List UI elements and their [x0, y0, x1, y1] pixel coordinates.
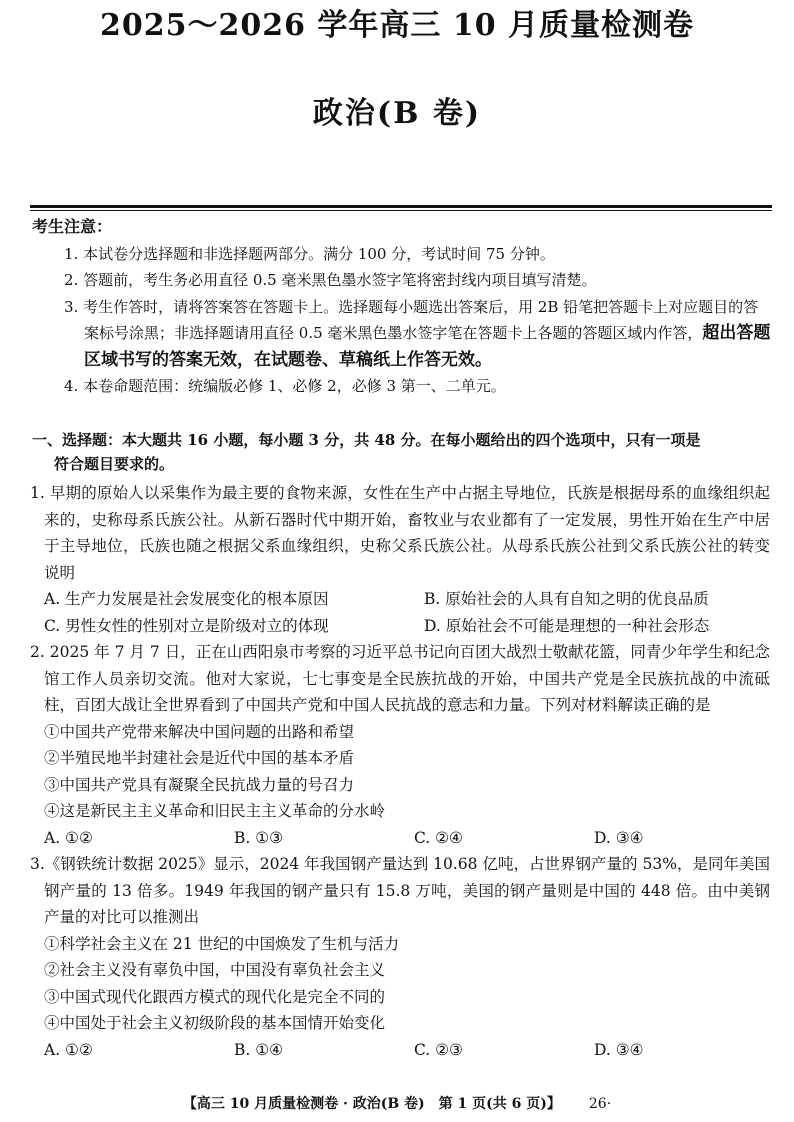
- question-2-option-d: D. ③④: [594, 828, 644, 847]
- question-3: [30, 851, 770, 1063]
- question-2-statement-2: ②半殖民地半封建社会是近代中国的基本矛盾: [44, 749, 355, 767]
- page-footer: [0, 1094, 794, 1114]
- notice-item-3-emphasis: 超出答题区域书写的答案无效，在试题卷、草稿纸上作答无效。: [84, 323, 771, 370]
- question-3-statement-2: ②社会主义没有辜负中国，中国没有辜负社会主义: [44, 961, 386, 979]
- question-1-options: [30, 586, 770, 639]
- section-heading-line1: 一、选择题：本大题共 16 小题，每小题 3 分，共 48 分。在每小题给出的四个选项中，只有一项是: [32, 431, 701, 449]
- question-3-stem: 3.《钢铁统计数据 2025》显示，2024 年我国钢产量达到 10.68 亿吨，占世界钢产量的 53%，是同年美国钢产量的 13 倍多。1949 年我国的钢产量只有 15.8 万吨，美国的钢产量则是中国的 448 倍。由中美钢产量的对比可以推测出: [30, 855, 770, 926]
- question-3-statement-1: ①科学社会主义在 21 世纪的中国焕发了生机与活力: [44, 934, 400, 953]
- question-2-stem: 2. 2025 年 7 月 7 日，正在山西阳泉市考察的习近平总书记向百团大战烈士敬献花篮，同青少年学生和纪念馆工作人员亲切交流。他对大家说，七七事变是全民族抗战的开始，中国共产党是全民族抗战的中流砥柱，百团大战让全世界看到了中国共产党和中国人民抗战的意志和力量。下列对材料解读正确的是: [30, 643, 770, 714]
- question-2-option-c: C. ②④: [414, 828, 463, 847]
- exam-title: 2025～2026 学年高三 10 月质量检测卷: [99, 8, 695, 43]
- candidate-notice: [32, 214, 772, 400]
- question-2-options: [30, 825, 770, 852]
- footer-code: 26·: [588, 1096, 612, 1112]
- question-2-option-a: A. ①②: [44, 828, 93, 847]
- notice-item-3: [32, 294, 772, 374]
- section-heading: [32, 428, 772, 476]
- question-1-stem: 1. 早期的原始人以采集作为最主要的食物来源，女性在生产中占据主导地位，氏族是根据母系的血缘组织起来的，史称母系氏族公社。从新石器时代中期开始，畜牧业与农业都有了一定发展，男性开始在生产中居于主导地位，氏族也随之根据父系血缘组织，史称父系氏族公社。从母系氏族公社到父系氏族公社的转变说明: [30, 484, 770, 582]
- question-1: [30, 480, 770, 639]
- section-heading-line2: 符合题目要求的。: [54, 455, 175, 473]
- header-divider-thick: [30, 205, 772, 208]
- question-3-statement-4: ④中国处于社会主义初级阶段的基本国情开始变化: [44, 1014, 386, 1032]
- question-2-statement-4: ④这是新民主主义革命和旧民主主义革命的分水岭: [44, 802, 386, 820]
- footer-text: 【高三 10 月质量检测卷 · 政治(B 卷) 第 1 页(共 6 页)】: [182, 1096, 561, 1112]
- question-2: [30, 639, 770, 851]
- question-2-option-b: B. ①③: [234, 828, 284, 847]
- notice-item-1: 1. 本试卷分选择题和非选择题两部分。满分 100 分，考试时间 75 分钟。: [64, 244, 555, 263]
- notice-item-3-text: 3. 考生作答时，请将答案答在答题卡上。选择题每小题选出答案后，用 2B 铅笔把答题卡上对应题目的答案标号涂黑；非选择题请用直径 0.5 毫米黑色墨水签字笔在答题卡上各题的答题区域内作答，: [64, 297, 759, 342]
- question-1-option-a: A. 生产力发展是社会发展变化的根本原因: [44, 590, 329, 608]
- notice-item-4: 4. 本卷命题范围：统编版必修 1、必修 2，必修 3 第一、二单元。: [64, 377, 506, 395]
- notice-heading: 考生注意：: [32, 217, 113, 236]
- question-2-statement-1: ①中国共产党带来解决中国问题的出路和希望: [44, 722, 355, 741]
- question-3-option-c: C. ②③: [414, 1040, 463, 1059]
- question-3-option-a: A. ①②: [44, 1040, 93, 1059]
- question-3-options: [30, 1037, 770, 1064]
- question-3-option-b: B. ①④: [234, 1040, 284, 1059]
- question-1-option-b: B. 原始社会的人具有自知之明的优良品质: [424, 590, 709, 608]
- question-3-statement-3: ③中国式现代化跟西方模式的现代化是完全不同的: [44, 987, 386, 1006]
- notice-item-2: 2. 答题前，考生务必用直径 0.5 毫米黑色墨水签字笔将密封线内项目填写清楚。: [64, 271, 597, 289]
- exam-subtitle: 政治(B 卷): [312, 96, 482, 131]
- question-3-option-d: D. ③④: [594, 1040, 644, 1059]
- question-2-statement-3: ③中国共产党具有凝聚全民抗战力量的号召力: [44, 775, 355, 794]
- question-1-option-d: D. 原始社会不可能是理想的一种社会形态: [424, 616, 710, 635]
- header-divider-thin: [30, 210, 772, 211]
- question-list: [30, 480, 770, 1063]
- question-1-option-c: C. 男性女性的性别对立是阶级对立的体现: [44, 616, 329, 635]
